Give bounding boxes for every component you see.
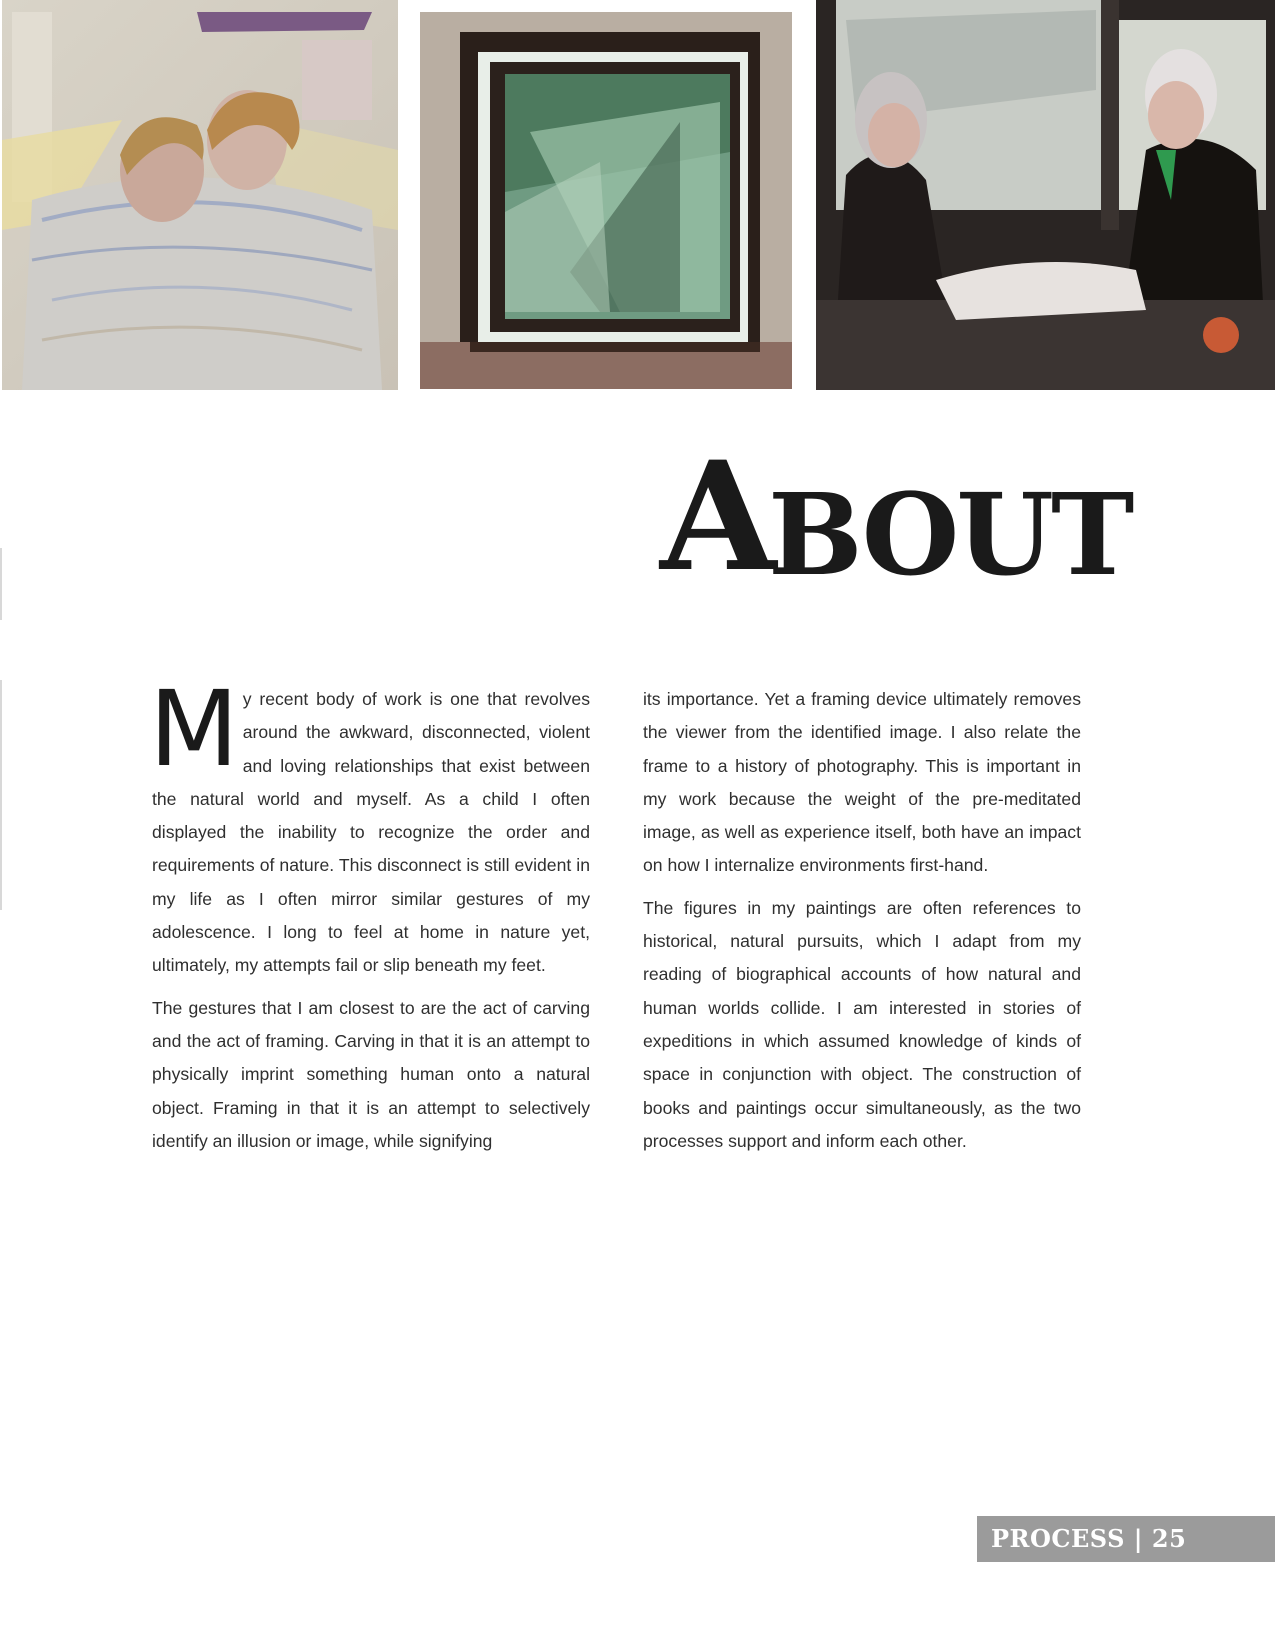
- painting-window-frame: [420, 12, 792, 389]
- body-column-right: [643, 683, 1081, 1167]
- page-footer-label: PROCESS | 25: [977, 1516, 1275, 1562]
- page-title-initial: A: [660, 429, 775, 605]
- painting-two-figures: [2, 0, 398, 390]
- page-title: [660, 429, 1132, 605]
- painting-window-frame-icon: [420, 12, 792, 389]
- painting-two-figures-table-icon: [816, 0, 1275, 390]
- body-paragraph-text: y recent body of work is one that revolves around the awkward, disconnected, violent and loving relationships that exist between the natural world and myself. As a child I often displayed the inability to recognize the order and requirements of nature. This disconnect is still evident in my life as I often mirror similar gestures of my adolescence. I long to feel at home in nature yet, ultimately, my attempts fail or slip beneath my feet.: [152, 689, 590, 976]
- body-paragraph: its importance. Yet a framing device ultimately removes the viewer from the identified image. I also relate the frame to a history of photography. This is important in my work because the weight of the pre-meditated image, as well as experience itself, both have an impact on how I internalize environments first-hand.: [643, 689, 1081, 876]
- body-paragraph: The gestures that I am closest to are the act of carving and the act of framing. Carving in that it is an attempt to physically imprint something human onto a natural object. Framing in that it is an attempt to selectively identify an illusion or image, while signifying: [152, 997, 590, 1151]
- painting-two-figures-table: [816, 0, 1275, 390]
- drop-cap: M: [149, 668, 235, 790]
- page-edge-mark: [0, 548, 2, 620]
- body-paragraph: The figures in my paintings are often references to historical, natural pursuits, which I adapt from my reading of biographical accounts of how natural and human worlds collide. I am interested in stories of expeditions in which assumed knowledge of kinds of space in conjunction with object. The construction of books and paintings occur simultaneously, as the two processes support and inform each other.: [643, 897, 1081, 1151]
- painting-two-figures-icon: [2, 0, 398, 390]
- body-paragraph: [149, 668, 590, 983]
- page-edge-mark: [0, 680, 2, 910]
- body-column-left: [149, 668, 590, 1167]
- page-title-rest: BOUT: [768, 470, 1132, 601]
